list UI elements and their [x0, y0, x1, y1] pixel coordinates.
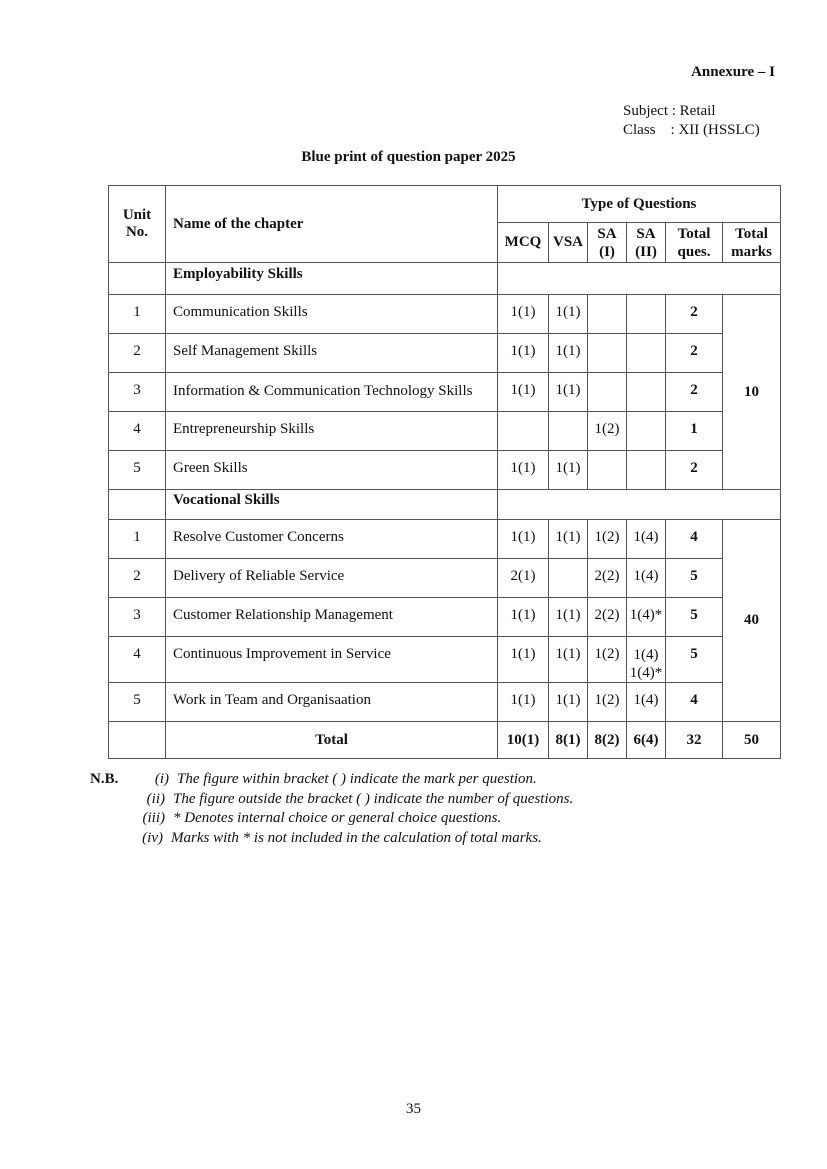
section-unit-cell: [109, 490, 166, 520]
table-row: [109, 451, 781, 490]
total-ques: 32: [666, 722, 723, 759]
total-label: Total: [166, 722, 498, 759]
class-value: XII (HSSLC): [678, 122, 760, 138]
subject-label: Subject :: [623, 103, 676, 119]
sa1-cell: [588, 373, 627, 412]
header-row-1: [109, 186, 781, 223]
total-ques-cell: 2: [666, 295, 723, 334]
chapter-cell: Delivery of Reliable Service: [166, 559, 498, 598]
vsa-cell: [549, 559, 588, 598]
total-ques-header-line2: ques.: [677, 243, 711, 260]
vsa-header: VSA: [549, 223, 588, 263]
vsa-cell: 1(1): [549, 683, 588, 722]
sa1-cell: 1(2): [588, 683, 627, 722]
total-ques-cell: 4: [666, 683, 723, 722]
section-title: Vocational Skills: [166, 490, 498, 520]
section-unit-cell: [109, 263, 166, 295]
section-filler: [498, 263, 781, 295]
sa2-cell: 1(4): [627, 559, 666, 598]
sa2-cell: [627, 451, 666, 490]
unit-no-header-line1: Unit: [122, 207, 152, 223]
total-marks-cell-employability: 10: [723, 295, 781, 490]
total-ques-cell: 2: [666, 451, 723, 490]
section-title: Employability Skills: [166, 263, 498, 295]
table-row: [109, 683, 781, 722]
sa2-cell: [627, 412, 666, 451]
subject-class-block: [623, 102, 760, 140]
section-filler: [498, 490, 781, 520]
sa2-cell: [627, 334, 666, 373]
vsa-cell: 1(1): [549, 295, 588, 334]
note-text: The figure within bracket ( ) indicate the mark per question.: [177, 771, 537, 787]
unit-no-header: [109, 186, 166, 263]
total-sa1: 8(2): [588, 722, 627, 759]
note-number: (i): [154, 771, 169, 787]
unit-no-header-line2: No.: [125, 224, 149, 240]
chapter-cell: Continuous Improvement in Service: [166, 637, 498, 683]
section-row-vocational: [109, 490, 781, 520]
note-item: [131, 770, 577, 790]
sa2-cell: 1(4)*: [627, 598, 666, 637]
blueprint-table: [108, 185, 781, 759]
section-row-employability: [109, 263, 781, 295]
chapter-header: Name of the chapter: [166, 186, 498, 263]
sa1-cell: 1(2): [588, 412, 627, 451]
total-ques-cell: 2: [666, 334, 723, 373]
annexure-label: Annexure – I: [691, 64, 775, 80]
total-ques-header: [666, 223, 723, 263]
total-marks-header: [723, 223, 781, 263]
note-item: [125, 829, 571, 849]
chapter-cell: Communication Skills: [166, 295, 498, 334]
note-number: (iii): [142, 810, 165, 826]
table-row: [109, 637, 781, 683]
total-ques-cell: 5: [666, 559, 723, 598]
table-row: [109, 520, 781, 559]
total-marks-header-line1: Total: [735, 225, 768, 242]
vsa-cell: 1(1): [549, 334, 588, 373]
sa1-cell: 1(2): [588, 637, 627, 683]
vsa-cell: 1(1): [549, 637, 588, 683]
sa2-cell: 1(4): [627, 683, 666, 722]
total-ques-cell: 4: [666, 520, 723, 559]
class-colon: :: [670, 122, 675, 138]
sa1-cell: [588, 334, 627, 373]
mcq-cell: 1(1): [498, 520, 549, 559]
note-text: * Denotes internal choice or general choice questions.: [173, 810, 502, 826]
mcq-cell: 1(1): [498, 373, 549, 412]
note-item: [127, 809, 573, 829]
table-row: [109, 598, 781, 637]
total-ques-cell: 5: [666, 637, 723, 683]
note-item: [127, 790, 573, 810]
sa2-cell: [627, 637, 666, 683]
unit-cell: 5: [109, 451, 166, 490]
class-label: Class: [623, 122, 656, 138]
mcq-cell: [498, 412, 549, 451]
chapter-cell: Green Skills: [166, 451, 498, 490]
sa2-cell: [627, 295, 666, 334]
class-line: [623, 121, 760, 140]
sa2-cell: [627, 373, 666, 412]
note-number: (iv): [142, 829, 163, 846]
sa1-cell: 2(2): [588, 559, 627, 598]
total-unit-cell: [109, 722, 166, 759]
subject-line: [623, 102, 760, 121]
chapter-cell: Customer Relationship Management: [166, 598, 498, 637]
sa1-header-line1: SA: [597, 225, 617, 242]
unit-cell: 3: [109, 598, 166, 637]
sa2-header-line1: SA: [636, 225, 656, 242]
sa1-cell: 2(2): [588, 598, 627, 637]
mcq-cell: 1(1): [498, 637, 549, 683]
vsa-cell: 1(1): [549, 373, 588, 412]
unit-cell: 1: [109, 520, 166, 559]
note-text: The figure outside the bracket ( ) indicate the number of questions.: [173, 790, 574, 807]
chapter-cell: Information & Communication Technology Skills: [166, 373, 498, 412]
total-marks: 50: [723, 722, 781, 759]
mcq-cell: 2(1): [498, 559, 549, 598]
note-number: (ii): [146, 790, 165, 807]
mcq-cell: 1(1): [498, 451, 549, 490]
total-mcq: 10(1): [498, 722, 549, 759]
sa2-value: 1(4): [633, 647, 659, 663]
sa2-cell: 1(4): [627, 520, 666, 559]
unit-cell: 4: [109, 412, 166, 451]
subject-value: Retail: [679, 103, 716, 119]
sa1-header: [588, 223, 627, 263]
note-text: Marks with * is not included in the calculation of total marks.: [171, 829, 542, 846]
chapter-cell: Self Management Skills: [166, 334, 498, 373]
total-marks-cell-vocational: 40: [723, 520, 781, 722]
chapter-cell: Work in Team and Organisaation: [166, 683, 498, 722]
vsa-cell: 1(1): [549, 598, 588, 637]
sa1-header-line2: (I): [599, 243, 615, 260]
mcq-cell: 1(1): [498, 334, 549, 373]
total-vsa: 8(1): [549, 722, 588, 759]
page-title-text: Blue print of question paper 2025: [301, 149, 516, 165]
sa1-cell: [588, 451, 627, 490]
type-of-questions-header: Type of Questions: [498, 186, 781, 223]
total-marks-header-line2: marks: [731, 243, 772, 260]
table-row: [109, 559, 781, 598]
sa2-choice-value: 1(4)*: [629, 665, 663, 681]
total-ques-cell: 2: [666, 373, 723, 412]
chapter-cell: Entrepreneurship Skills: [166, 412, 498, 451]
table-row: [109, 295, 781, 334]
unit-cell: 3: [109, 373, 166, 412]
total-ques-header-line1: Total: [677, 225, 711, 242]
vsa-cell: 1(1): [549, 451, 588, 490]
page-number: 35: [406, 1101, 421, 1117]
total-row: [109, 722, 781, 759]
unit-cell: 5: [109, 683, 166, 722]
total-ques-cell: 1: [666, 412, 723, 451]
sa2-header-line2: (II): [635, 243, 657, 260]
unit-cell: 2: [109, 559, 166, 598]
mcq-cell: 1(1): [498, 683, 549, 722]
vsa-cell: [549, 412, 588, 451]
notes-block: [90, 770, 574, 848]
total-ques-cell: 5: [666, 598, 723, 637]
table-row: [109, 373, 781, 412]
table-row: [109, 412, 781, 451]
unit-cell: 1: [109, 295, 166, 334]
sa1-cell: 1(2): [588, 520, 627, 559]
total-sa2: 6(4): [627, 722, 666, 759]
sa2-header: [627, 223, 666, 263]
mcq-cell: 1(1): [498, 598, 549, 637]
mcq-cell: 1(1): [498, 295, 549, 334]
table-row: [109, 334, 781, 373]
page-title: [0, 149, 827, 166]
chapter-cell: Resolve Customer Concerns: [166, 520, 498, 559]
mcq-header: MCQ: [498, 223, 549, 263]
unit-cell: 2: [109, 334, 166, 373]
unit-cell: 4: [109, 637, 166, 683]
sa1-cell: [588, 295, 627, 334]
vsa-cell: 1(1): [549, 520, 588, 559]
notes-label: N.B.: [90, 771, 119, 787]
